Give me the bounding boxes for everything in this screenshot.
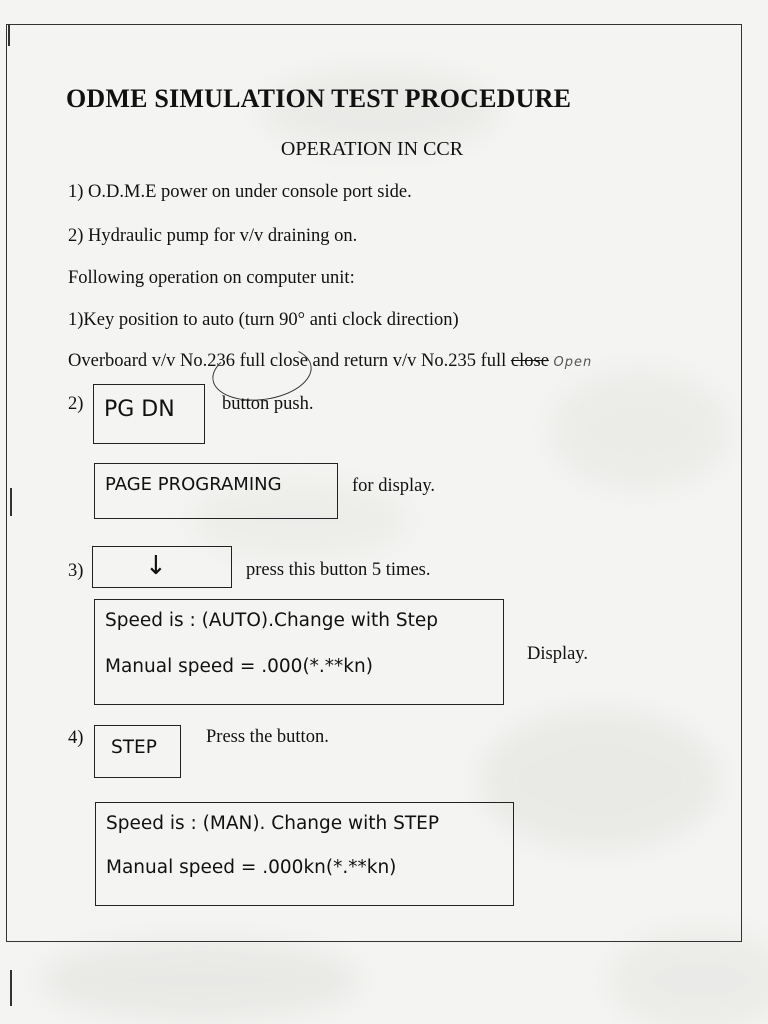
valve-instruction-text: Overboard v/v No.236 full close and return v/v No.235 full <box>68 351 507 371</box>
step-caption: button push. <box>222 394 314 414</box>
step-caption: press this button 5 times. <box>246 560 431 580</box>
display-line: Speed is : (MAN). Change with STEP <box>106 813 440 834</box>
display-label: PAGE PROGRAMING <box>105 474 282 495</box>
pg-dn-label: PG DN <box>104 397 175 422</box>
handwritten-correction: Open <box>553 355 593 370</box>
step-button-label: STEP <box>111 737 157 758</box>
manual-speed-display <box>95 802 514 906</box>
left-margin-mark <box>10 488 12 516</box>
instruction-line: 1)Key position to auto (turn 90° anti clock direction) <box>68 310 459 330</box>
step-caption: Press the button. <box>206 727 329 747</box>
document-subtitle: OPERATION IN CCR <box>280 138 464 160</box>
step-number: 2) <box>68 394 84 414</box>
valve-instruction-line <box>68 351 592 372</box>
left-margin-mark <box>10 970 12 1006</box>
display-caption: Display. <box>527 644 588 664</box>
instruction-line: 2) Hydraulic pump for v/v draining on. <box>68 226 358 246</box>
display-caption: for display. <box>352 476 436 496</box>
down-arrow-icon: ↓ <box>145 551 167 581</box>
down-arrow-button <box>92 546 232 588</box>
display-line: Speed is : (AUTO).Change with Step <box>105 610 438 631</box>
instruction-line: 1) O.D.M.E power on under console port side. <box>68 182 412 202</box>
struck-text: close <box>510 351 549 371</box>
display-line: Manual speed = .000(*.**kn) <box>105 656 373 677</box>
step-number: 3) <box>68 561 84 581</box>
left-margin-mark <box>8 24 10 46</box>
page-programing-display <box>94 463 338 519</box>
instruction-line: Following operation on computer unit: <box>68 268 355 288</box>
step-number: 4) <box>68 728 84 748</box>
auto-speed-display <box>94 599 504 705</box>
pg-dn-button <box>93 384 205 444</box>
document-title: ODME SIMULATION TEST PROCEDURE <box>66 84 572 113</box>
step-button <box>94 725 181 778</box>
display-line: Manual speed = .000kn(*.**kn) <box>106 857 397 878</box>
